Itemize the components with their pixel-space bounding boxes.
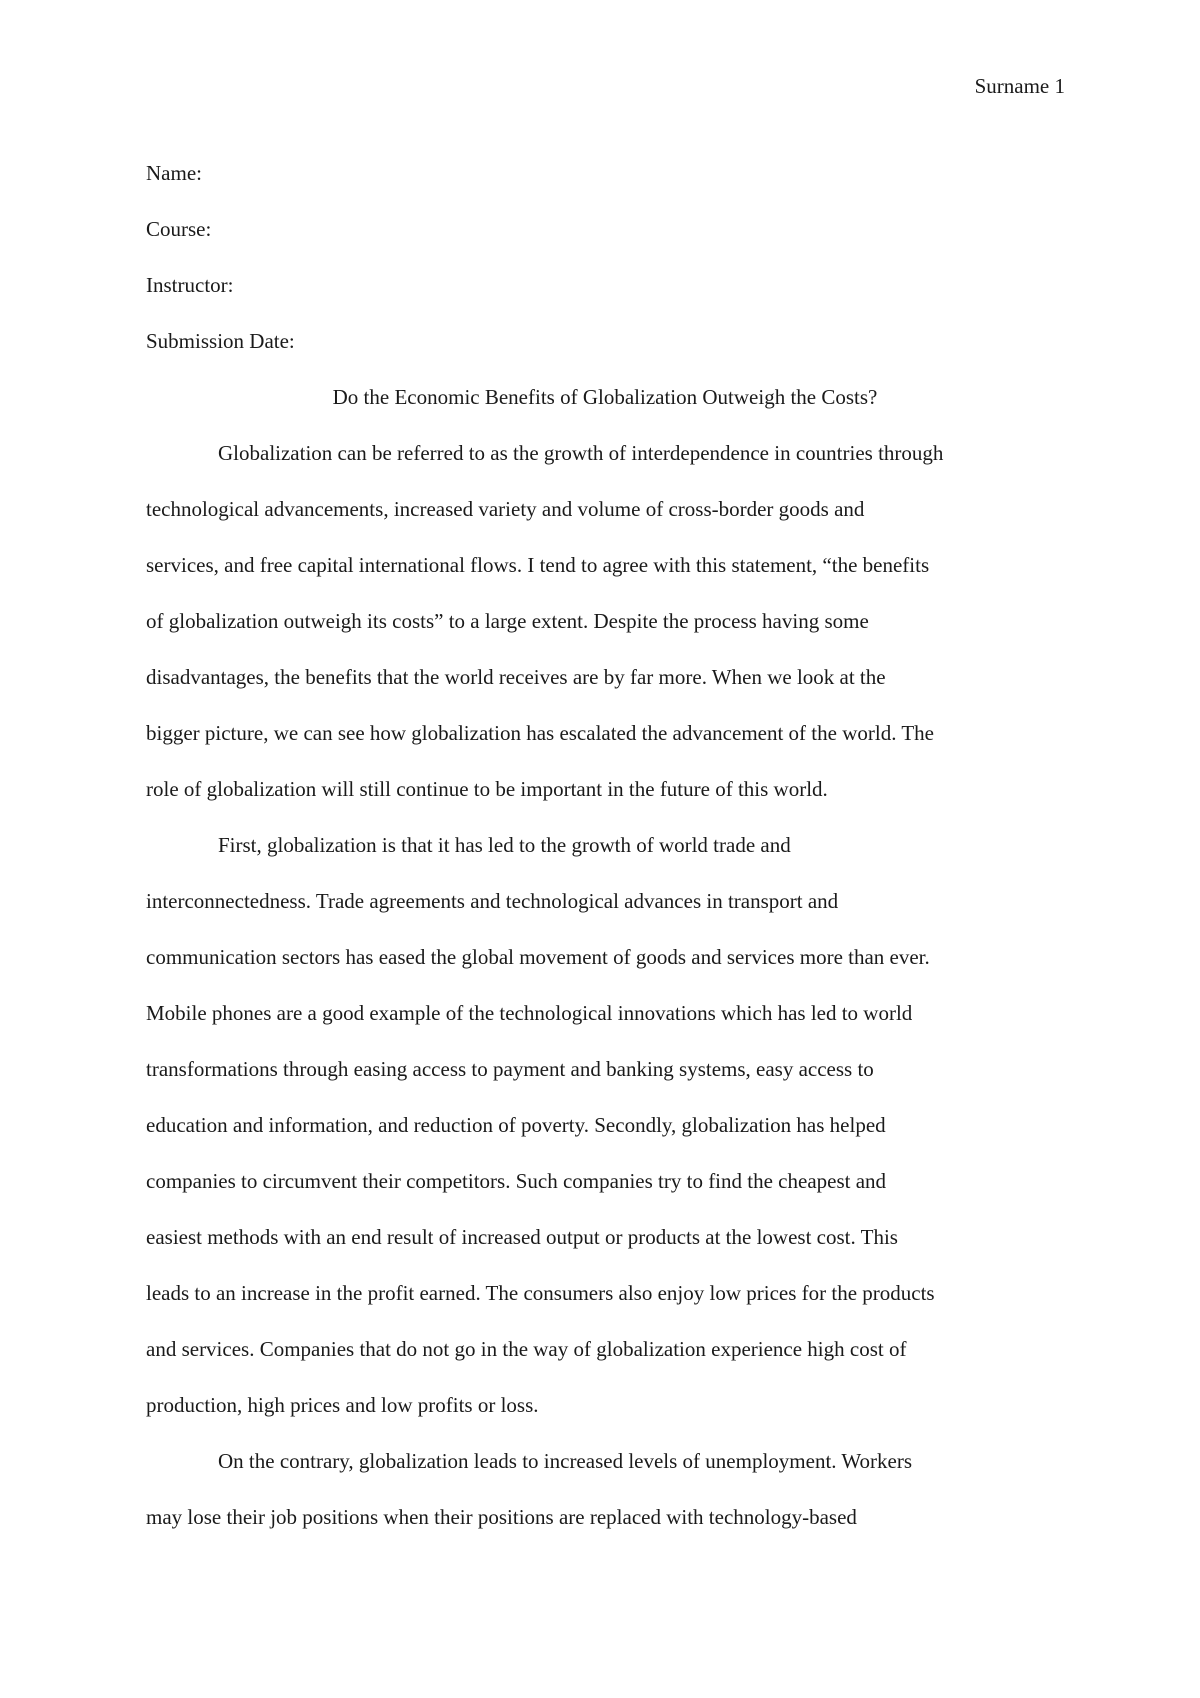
text-line: First, globalization is that it has led to the growth of world trade and <box>218 833 791 857</box>
text-line: Globalization can be referred to as the growth of interdependence in countries through <box>218 441 944 465</box>
text-line: Mobile phones are a good example of the technological innovations which has led to world <box>146 1001 913 1025</box>
text-line: On the contrary, globalization leads to increased levels of unemployment. Workers <box>218 1449 913 1473</box>
paragraph-1 <box>146 425 1064 817</box>
document-body <box>146 145 1064 1545</box>
course-line: Course: <box>146 217 212 241</box>
text-line: communication sectors has eased the global movement of goods and services more than ever. <box>146 945 930 969</box>
text-line: education and information, and reduction of poverty. Secondly, globalization has helped <box>146 1113 886 1137</box>
text-line: of globalization outweigh its costs” to a large extent. Despite the process having some <box>146 609 869 633</box>
text-line: production, high prices and low profits or loss. <box>146 1393 539 1417</box>
text-line: technological advancements, increased variety and volume of cross-border goods and <box>146 497 865 521</box>
text-line: may lose their job positions when their positions are replaced with technology-based <box>146 1505 857 1529</box>
essay-title: Do the Economic Benefits of Globalization Outweigh the Costs? <box>332 385 878 409</box>
submission-date-line: Submission Date: <box>146 329 295 353</box>
text-line: services, and free capital international flows. I tend to agree with this statement, “the benefits <box>146 553 930 577</box>
student-name-line: Name: <box>146 161 202 185</box>
text-line: easiest methods with an end result of increased output or products at the lowest cost. This <box>146 1225 898 1249</box>
text-line: transformations through easing access to payment and banking systems, easy access to <box>146 1057 874 1081</box>
paragraph-3 <box>146 1433 1064 1545</box>
text-line: role of globalization will still continue to be important in the future of this world. <box>146 777 828 801</box>
instructor-line: Instructor: <box>146 273 234 297</box>
text-line: and services. Companies that do not go in the way of globalization experience high cost of <box>146 1337 907 1361</box>
text-line: companies to circumvent their competitors. Such companies try to find the cheapest and <box>146 1169 887 1193</box>
running-head: Surname 1 <box>974 74 1065 98</box>
text-line: disadvantages, the benefits that the world receives are by far more. When we look at the <box>146 665 886 689</box>
paragraph-2 <box>146 817 1064 1433</box>
text-line: bigger picture, we can see how globalization has escalated the advancement of the world. The <box>146 721 934 745</box>
text-line: leads to an increase in the profit earned. The consumers also enjoy low prices for the products <box>146 1281 935 1305</box>
text-line: interconnectedness. Trade agreements and technological advances in transport and <box>146 889 839 913</box>
